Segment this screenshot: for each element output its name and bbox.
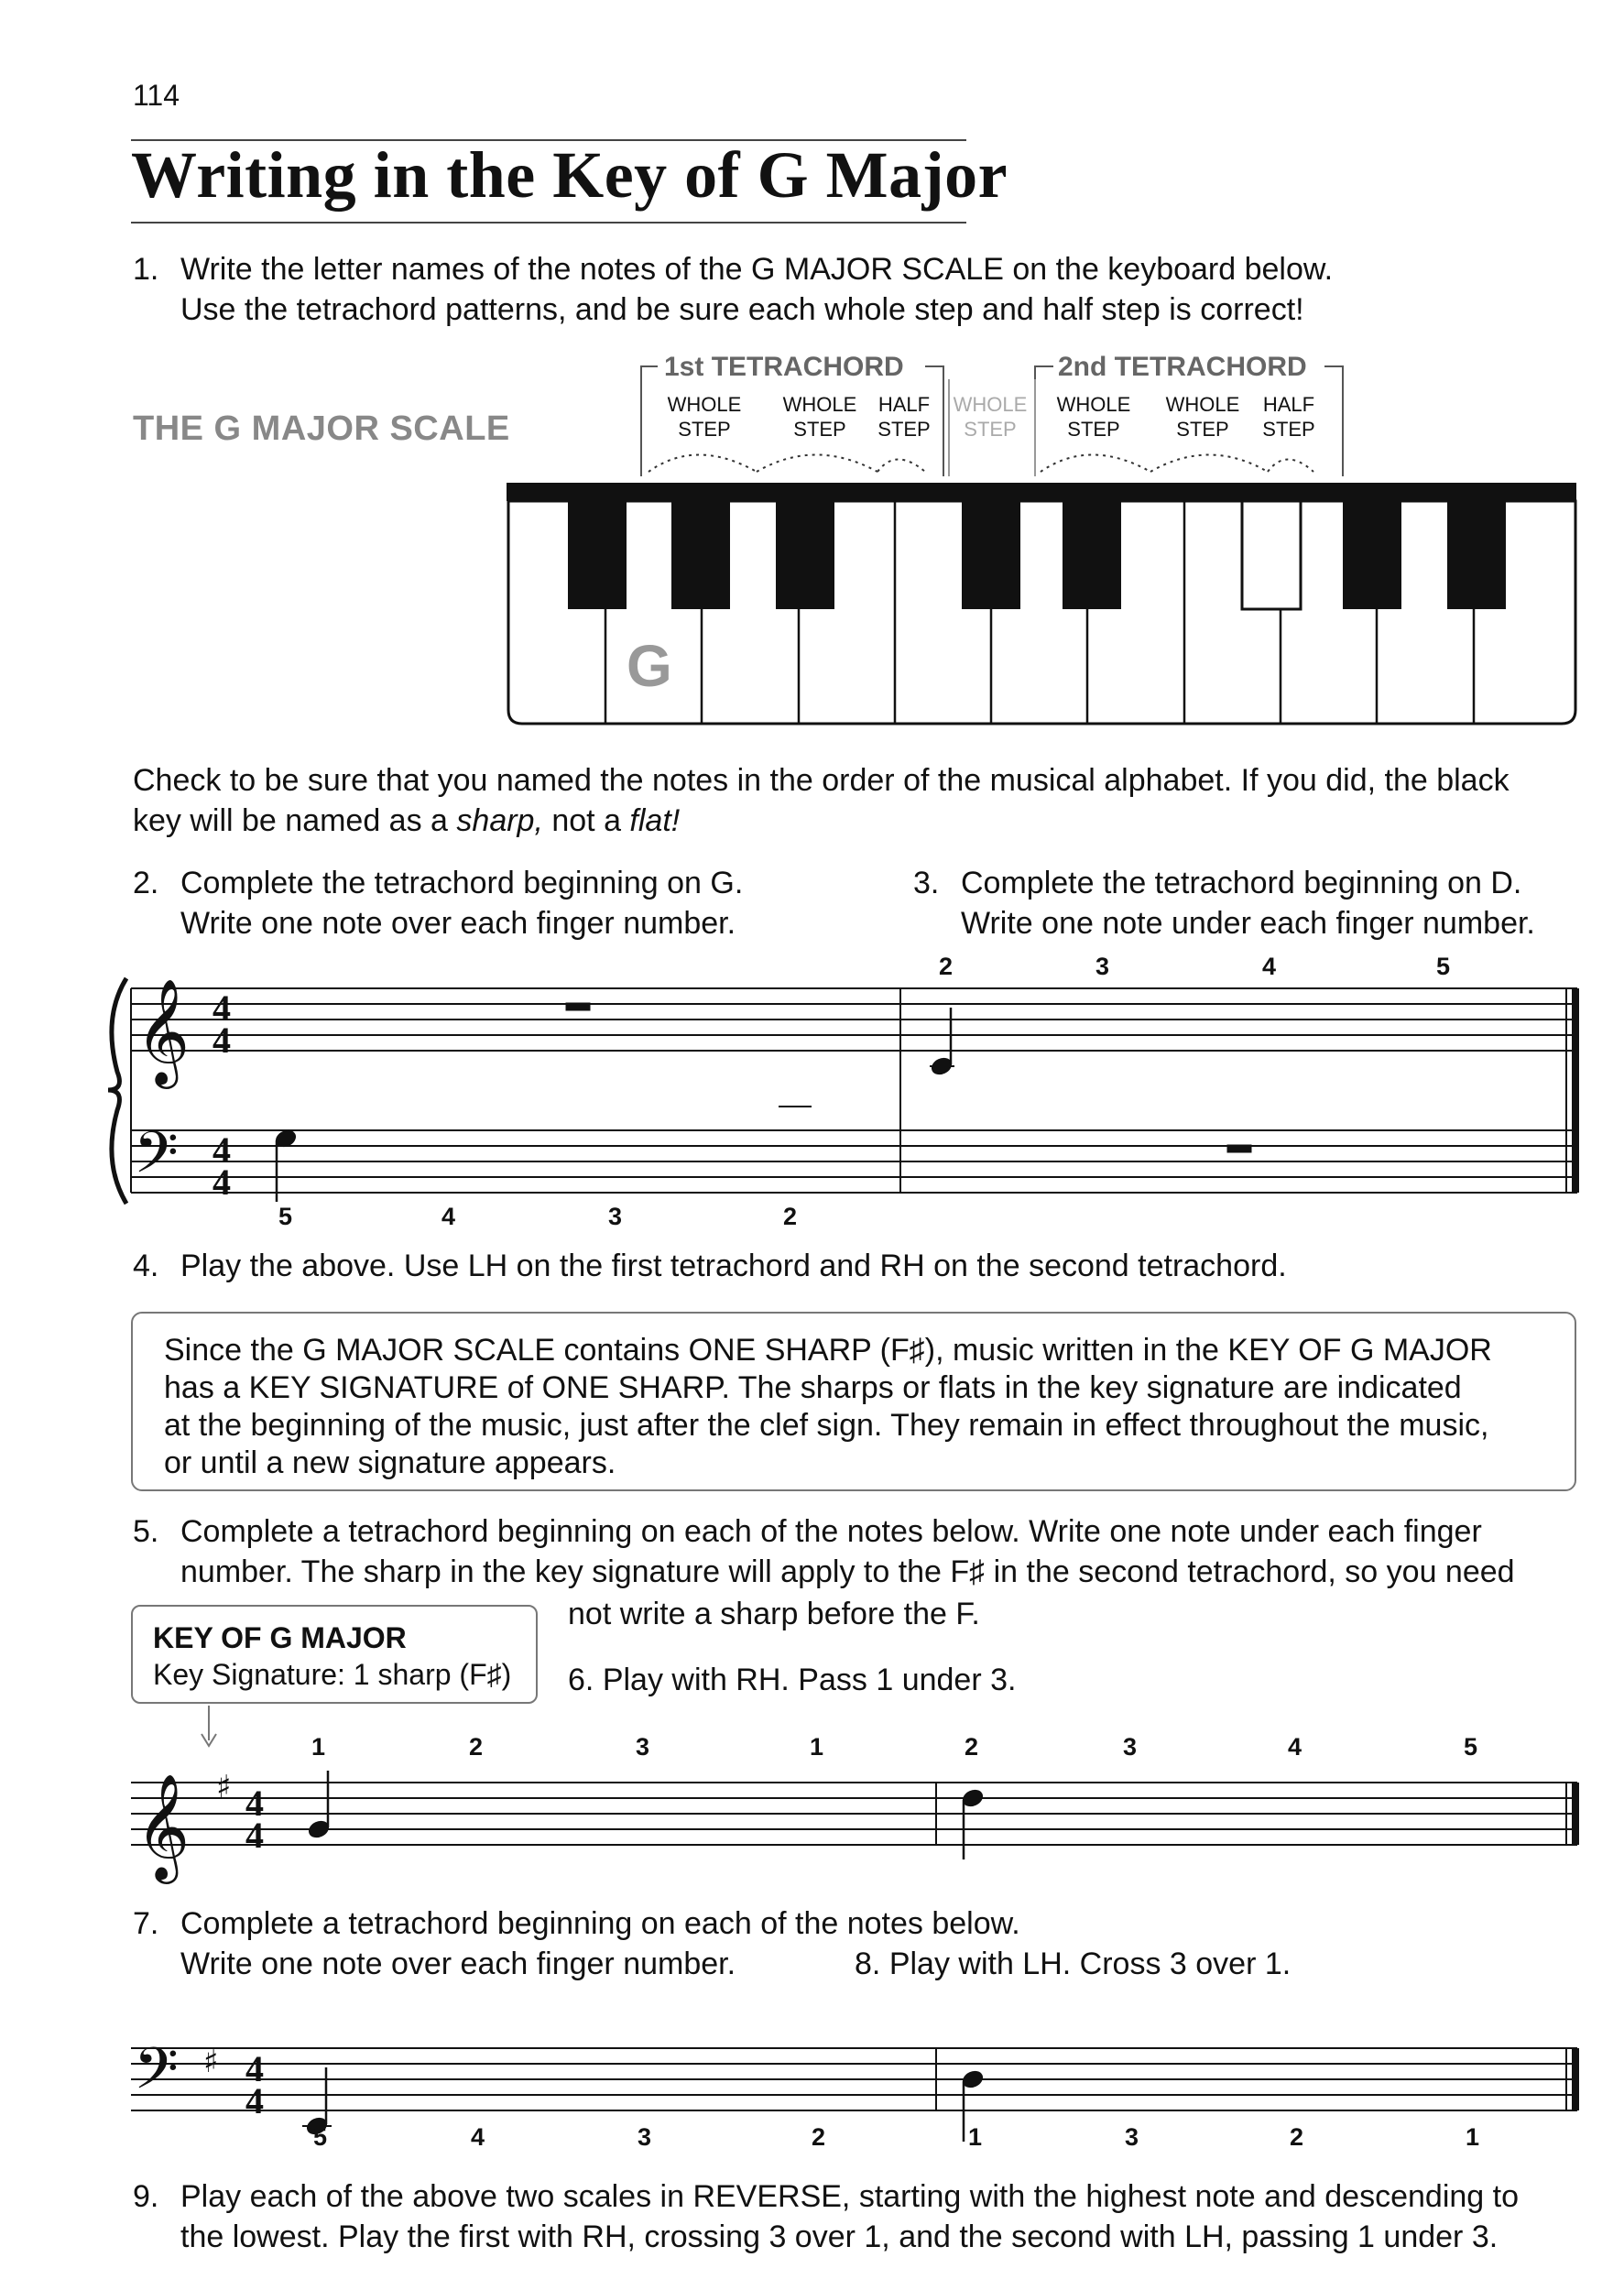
staff-2 — [131, 1706, 1577, 1845]
q1-number: 1. — [133, 252, 159, 287]
bass-staff-lines — [131, 1130, 1577, 1193]
q1-line1: Write the letter names of the notes of the G MAJOR SCALE on the keyboard below. — [180, 252, 1334, 287]
staff3-finger-4: 2 — [812, 2123, 826, 2151]
key-sig-sharp-3: ♯ — [203, 2044, 219, 2080]
bass-clef-3: 𝄢 — [134, 2034, 179, 2116]
staff2-finger-4: 1 — [810, 1733, 824, 1761]
black-key-1 — [568, 501, 627, 609]
question-9: 9. Play each of the above two scales in REVERSE, starting with the highest note and descending to the lowest. Play the first with RH, crossing 3 over 1, and the second with LH, passing 1 under 3. — [133, 2179, 1519, 2254]
black-key-2 — [671, 501, 730, 609]
step-label-1: WHOLE STEP — [667, 393, 742, 441]
staff2-finger-2: 2 — [469, 1733, 484, 1761]
time-sig-3-bottom: 4 — [245, 2080, 264, 2121]
time-sig-2-bottom: 4 — [245, 1815, 264, 1856]
whole-rest-bass — [1227, 1145, 1251, 1152]
time-sig-3-top: 4 — [245, 2048, 264, 2089]
question-4: 4. Play the above. Use LH on the first tetrachord and RH on the second tetrachord. — [133, 1249, 1287, 1283]
treble-finger-3: 4 — [1262, 953, 1277, 980]
question-5: 5. Complete a tetrachord beginning on each of the notes below. Write one note under each finger number. The sharp in the key signature will apply to the F♯ in the second tetrachord, so you need — [133, 1514, 1515, 1589]
black-key-3 — [776, 501, 834, 609]
question-6: 6. Play with RH. Pass 1 under 3. — [568, 1663, 1017, 1697]
bass-finger-2: 4 — [441, 1203, 456, 1230]
staff3-finger-8: 1 — [1466, 2123, 1480, 2151]
question-2: 2. Complete the tetrachord beginning on G. Write one note over each finger number. — [133, 866, 744, 941]
staff2-finger-3: 3 — [636, 1733, 650, 1761]
staff3-finger-7: 2 — [1290, 2123, 1304, 2151]
black-key-4 — [962, 501, 1020, 609]
scale-label: THE G MAJOR SCALE — [133, 409, 510, 448]
q1-line2: Use the tetrachord patterns, and be sure each whole step and half step is correct! — [180, 292, 1304, 327]
staff2-finger-8: 5 — [1464, 1733, 1478, 1761]
treble-clef-2: 𝄞 — [136, 1772, 191, 1880]
keybox-body: Key Signature: 1 sharp (F♯) — [153, 1658, 512, 1691]
treble-finger-4: 5 — [1436, 953, 1451, 980]
time-sig-treble-bottom: 4 — [213, 1020, 231, 1061]
treble-clef-1: 𝄞 — [136, 977, 191, 1085]
staff-3 — [131, 2048, 1577, 2110]
whole-rest-treble — [566, 1003, 590, 1010]
staff3-finger-5: 1 — [968, 2123, 983, 2151]
step-label-7: HALF STEP — [1262, 393, 1315, 441]
staff-1-notes — [274, 1003, 1251, 1202]
key-signature-info-box: Since the G MAJOR SCALE contains ONE SHARP (F♯), music written in the KEY OF G MAJOR has a KEY SIGNATURE of ONE SHARP. The sharps or flats in the key signature are indicated at the beginning of the music, just after the clef sign. They remain in effect throughout the music, or until a new signature appears. — [131, 1312, 1576, 1491]
staff3-finger-2: 4 — [471, 2123, 485, 2151]
key-of-g-box — [131, 1605, 538, 1704]
grand-staff-1 — [108, 978, 1577, 1204]
tetrachord-2-label: 2nd TETRACHORD — [1058, 352, 1307, 382]
grand-staff-brace — [108, 978, 126, 1204]
black-key-7 — [1343, 501, 1401, 609]
page-title: Writing in the Key of G Major — [131, 138, 1008, 212]
treble-finger-2: 3 — [1095, 953, 1110, 980]
page-number: 114 — [133, 79, 180, 112]
tetrachord-brackets — [641, 366, 1343, 476]
step-label-2: WHOLE STEP — [782, 393, 857, 441]
staff3-finger-3: 3 — [638, 2123, 652, 2151]
tetrachord-1-label: 1st TETRACHORD — [664, 352, 904, 382]
keyboard-label-g: G — [627, 633, 672, 699]
step-label-3: HALF STEP — [877, 393, 931, 441]
question-7: 7. Complete a tetrachord beginning on each of the notes below. Write one note over each finger number. — [133, 1906, 1020, 1981]
treble-finger-1: 2 — [939, 953, 954, 980]
bass-finger-3: 3 — [608, 1203, 623, 1230]
time-sig-treble-top: 4 — [213, 987, 231, 1029]
q5-line3: not write a sharp before the F. — [568, 1597, 980, 1631]
bass-finger-1: 5 — [278, 1203, 293, 1230]
staff2-finger-7: 4 — [1288, 1733, 1302, 1761]
check-line1: Check to be sure that you named the notes in the order of the musical alphabet. If you did, the black — [133, 763, 1510, 798]
staff-2-notes — [307, 1771, 986, 1859]
keyboard-top-bar — [507, 483, 1576, 501]
step-arcs — [649, 455, 1313, 473]
question-8: 8. Play with LH. Cross 3 over 1. — [855, 1946, 1292, 1981]
step-label-6: WHOLE STEP — [1165, 393, 1240, 441]
black-key-5 — [1063, 501, 1121, 609]
key-sig-sharp-2: ♯ — [216, 1769, 232, 1805]
staff2-finger-5: 2 — [965, 1733, 979, 1761]
staff2-finger-6: 3 — [1123, 1733, 1138, 1761]
bass-clef-1: 𝄢 — [134, 1118, 179, 1200]
flat-word: flat! — [629, 803, 681, 838]
bass-finger-4: 2 — [783, 1203, 798, 1230]
staff2-finger-1: 1 — [311, 1733, 326, 1761]
staff3-finger-6: 3 — [1125, 2123, 1139, 2151]
step-label-5: WHOLE STEP — [1056, 393, 1131, 441]
question-3: 3. Complete the tetrachord beginning on D. Write one note under each finger number. — [913, 866, 1535, 941]
time-sig-bass-top: 4 — [213, 1129, 231, 1171]
time-sig-2-top: 4 — [245, 1783, 264, 1824]
sharp-word: sharp, — [456, 803, 543, 838]
black-key-6-highlighted — [1242, 501, 1301, 609]
black-key-8 — [1447, 501, 1506, 609]
check-line2: key will be named as a sharp, not a flat! — [133, 803, 681, 838]
treble-staff-lines — [131, 988, 1577, 1051]
staff3-finger-1: 5 — [313, 2123, 328, 2151]
keybox-heading: KEY OF G MAJOR — [153, 1621, 407, 1654]
time-sig-bass-bottom: 4 — [213, 1161, 231, 1203]
check-text — [133, 760, 1510, 841]
step-label-4: WHOLE STEP — [953, 393, 1028, 441]
